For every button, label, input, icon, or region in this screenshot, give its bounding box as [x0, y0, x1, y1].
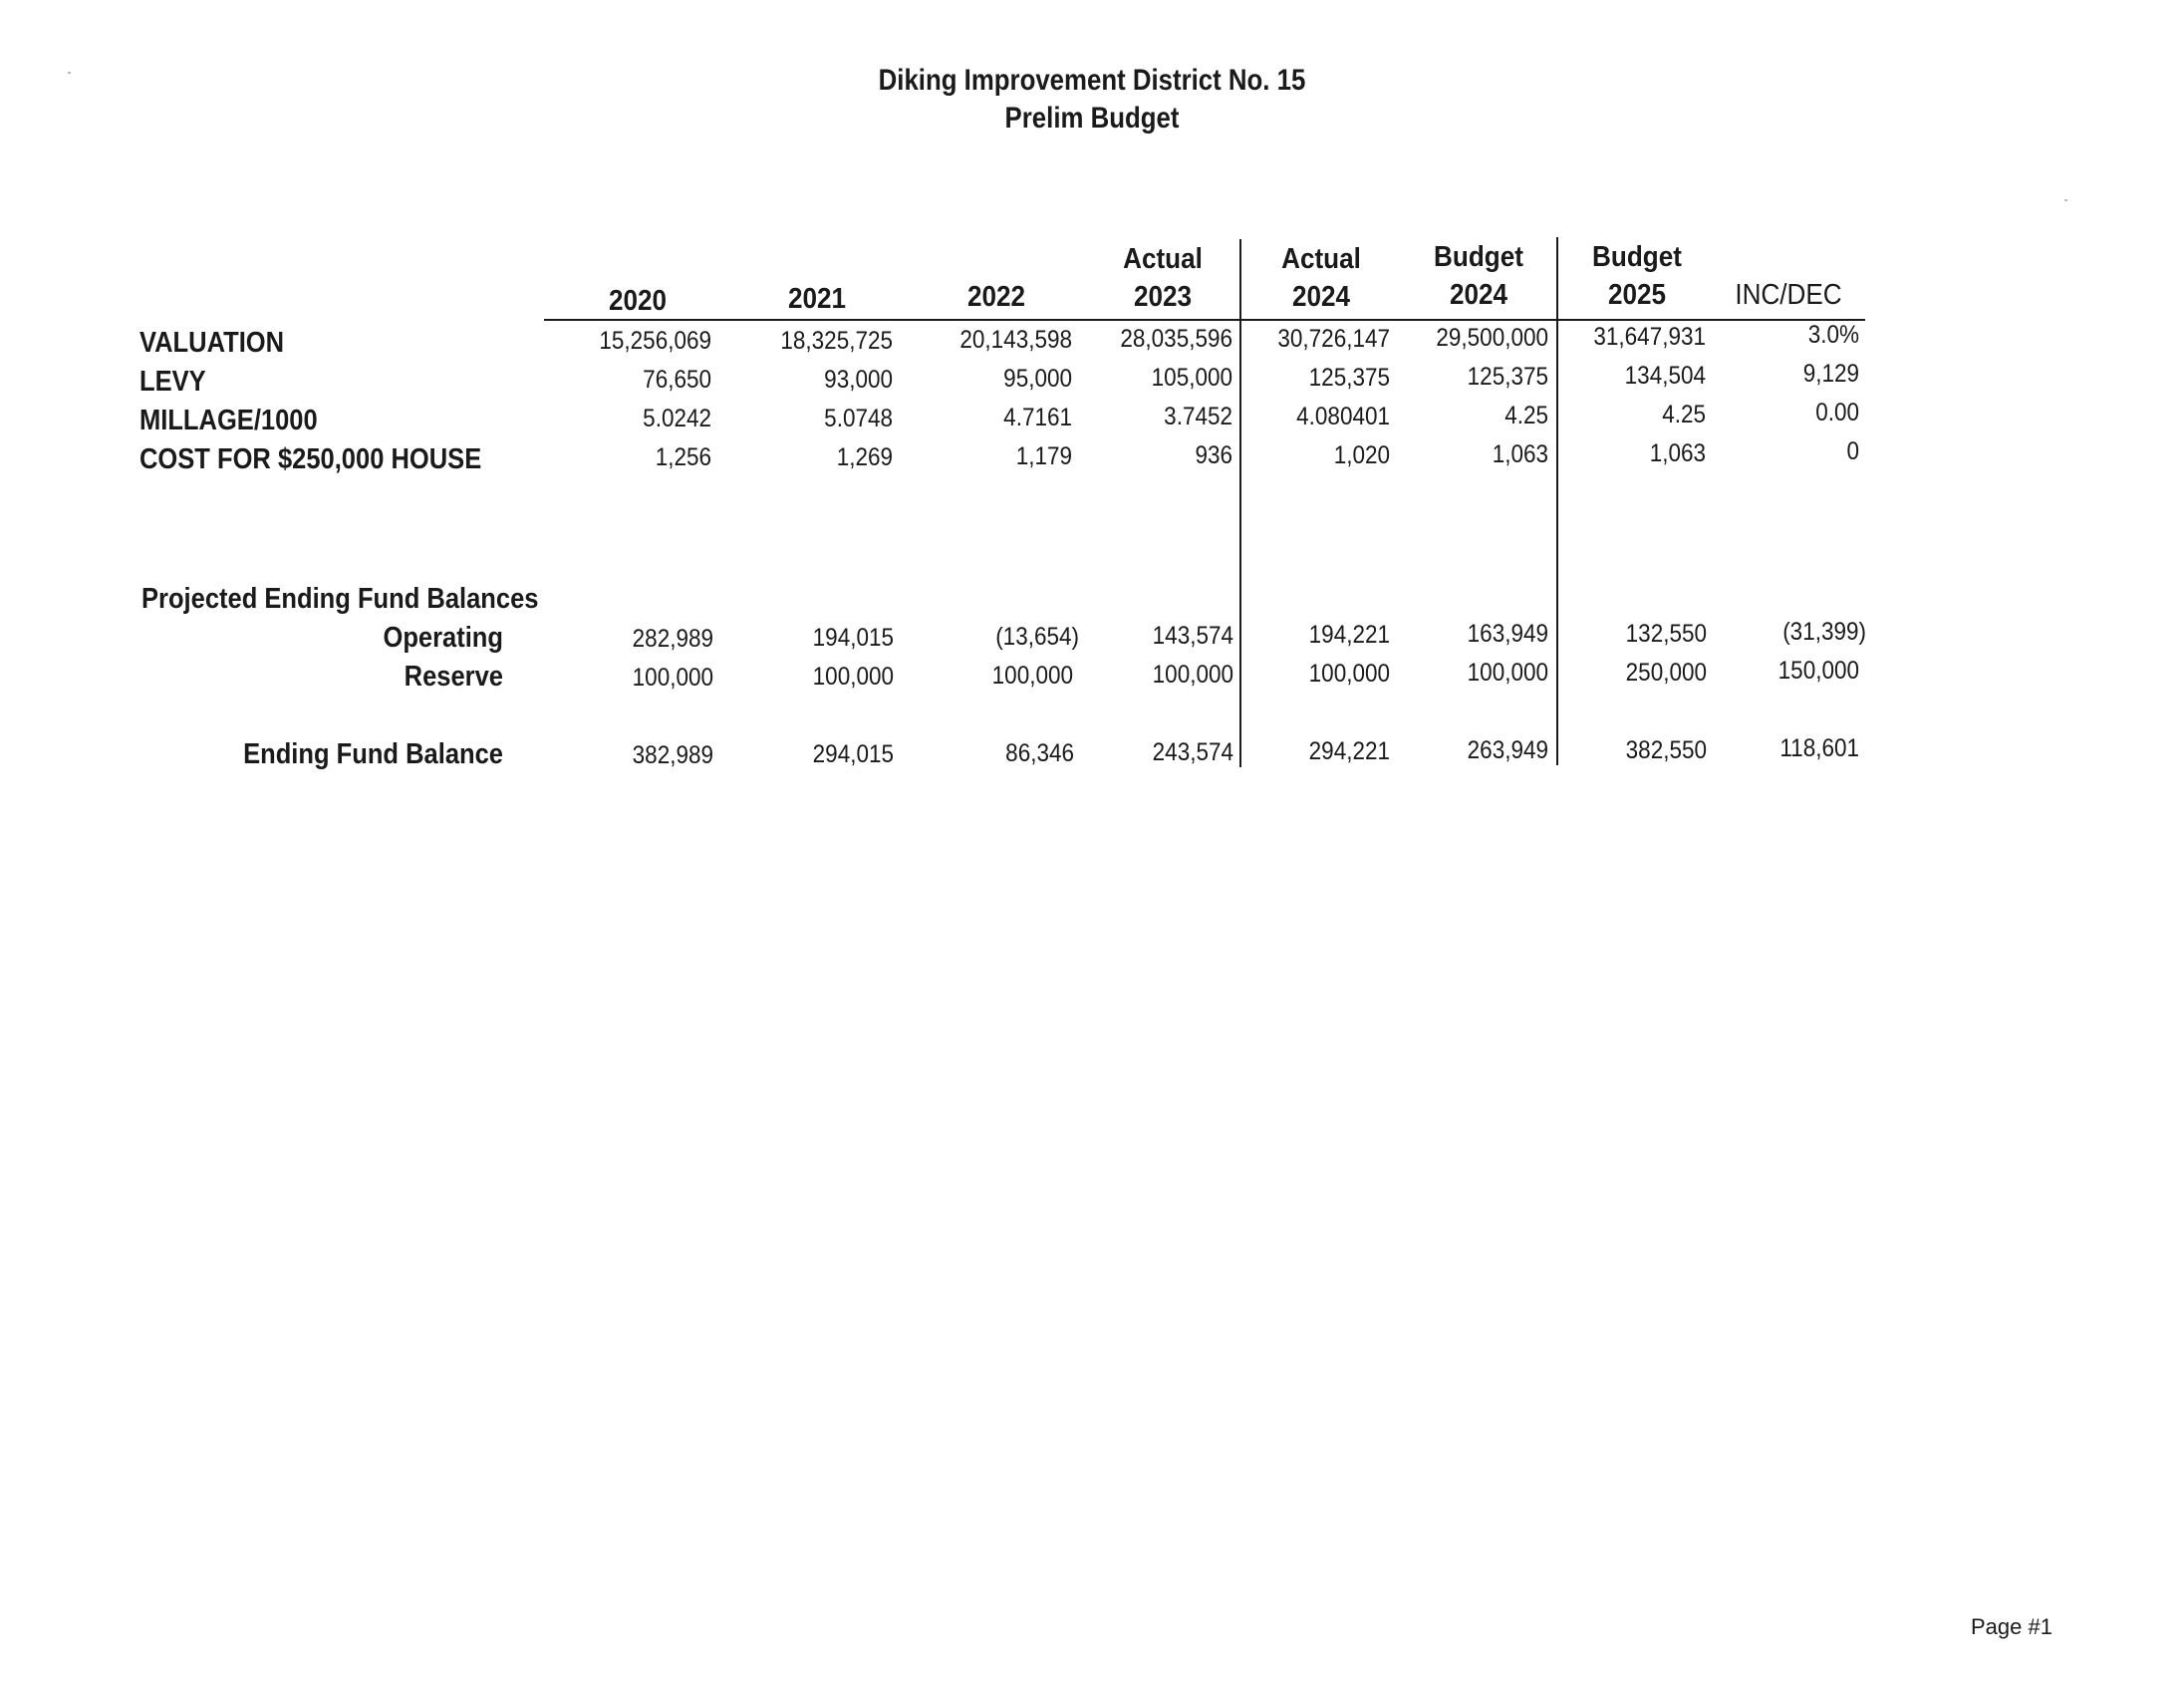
cell: 20,143,598 — [959, 326, 1072, 354]
cell: 31,647,931 — [1593, 323, 1706, 351]
cell: 93,000 — [824, 366, 893, 394]
cell: (13,654) — [995, 623, 1079, 651]
cell: 100,000 — [632, 664, 713, 692]
cell: 1,063 — [1492, 440, 1548, 468]
cell: 263,949 — [1467, 736, 1548, 764]
cell: 28,035,596 — [1120, 325, 1232, 353]
cell: 1,256 — [655, 443, 711, 471]
row-label-operating: Operating — [383, 622, 503, 654]
cell: 95,000 — [1003, 365, 1072, 393]
row-label-millage: MILLAGE/1000 — [139, 405, 318, 436]
row-label-valuation: VALUATION — [139, 327, 285, 359]
col-actual-2024-bottom: 2024 — [1291, 281, 1351, 313]
cell: 1,020 — [1333, 441, 1390, 469]
cell: 15,256,069 — [599, 327, 711, 355]
cell: 29,500,000 — [1436, 324, 1548, 352]
cell: 194,015 — [812, 624, 894, 652]
page-number: Page #1 — [1971, 1614, 2052, 1639]
cell: 1,063 — [1649, 439, 1706, 467]
scan-speck — [2064, 199, 2067, 201]
cell: 250,000 — [1625, 659, 1707, 687]
cell: 125,375 — [1467, 363, 1548, 391]
cell: 1,179 — [1015, 442, 1072, 470]
cell: 194,221 — [1308, 621, 1390, 649]
col-actual-2023-bottom: 2023 — [1133, 281, 1193, 313]
col-2021-header: 2021 — [787, 283, 847, 315]
cell: 936 — [1195, 441, 1232, 469]
cell: 0 — [1846, 437, 1859, 465]
cell: 3.7452 — [1164, 403, 1232, 430]
col-2022-header: 2022 — [966, 281, 1026, 313]
document-subtitle: Prelim Budget — [1004, 102, 1180, 135]
cell: 76,650 — [643, 366, 711, 394]
cell: 4.25 — [1504, 402, 1548, 429]
cell: 100,000 — [1467, 659, 1548, 687]
cell: 100,000 — [1152, 661, 1233, 689]
cell: 4.25 — [1662, 401, 1706, 428]
cell: 100,000 — [991, 662, 1073, 690]
col-budget-2025-top: Budget — [1592, 241, 1682, 273]
cell: 4.080401 — [1296, 403, 1390, 430]
row-label-reserve: Reserve — [404, 661, 503, 693]
col-incdec-header: INC/DEC — [1735, 279, 1842, 311]
column-divider — [1556, 237, 1558, 765]
cell: 243,574 — [1152, 738, 1233, 766]
cell: 294,015 — [812, 740, 894, 768]
col-budget-2025-bottom: 2025 — [1607, 279, 1667, 311]
cell: 118,601 — [1779, 734, 1859, 762]
cell: 143,574 — [1152, 622, 1233, 650]
fund-section-label: Projected Ending Fund Balances — [141, 583, 539, 615]
cell: 5.0242 — [643, 405, 711, 432]
cell: 125,375 — [1308, 364, 1390, 392]
cell: 282,989 — [632, 625, 713, 653]
document-title: Diking Improvement District No. 15 — [878, 64, 1306, 97]
cell: 5.0748 — [824, 405, 893, 432]
cell: 4.7161 — [1003, 404, 1072, 431]
cell: 132,550 — [1625, 620, 1707, 648]
column-divider — [1239, 239, 1241, 767]
cell: 1,269 — [836, 443, 893, 471]
row-label-ending-balance: Ending Fund Balance — [243, 738, 503, 770]
cell: 105,000 — [1151, 364, 1232, 392]
cell: 3.0% — [1807, 321, 1859, 349]
cell: 9,129 — [1802, 360, 1859, 388]
col-actual-2023-top: Actual — [1123, 243, 1203, 275]
cell: 86,346 — [1005, 739, 1074, 767]
row-label-levy: LEVY — [139, 366, 206, 398]
cell: 0.00 — [1815, 399, 1859, 426]
cell: (31,399) — [1782, 618, 1866, 646]
cell: 163,949 — [1467, 620, 1548, 648]
cell: 382,989 — [632, 741, 713, 769]
row-label-cost-house: COST FOR $250,000 HOUSE — [139, 443, 482, 475]
cell: 294,221 — [1308, 737, 1390, 765]
cell: 382,550 — [1625, 736, 1707, 764]
cell: 100,000 — [812, 663, 894, 691]
col-budget-2024-top: Budget — [1434, 241, 1523, 273]
cell: 30,726,147 — [1277, 325, 1390, 353]
col-actual-2024-top: Actual — [1281, 243, 1361, 275]
col-budget-2024-bottom: 2024 — [1449, 279, 1508, 311]
cell: 18,325,725 — [780, 327, 893, 355]
cell: 150,000 — [1777, 657, 1859, 685]
col-2020-header: 2020 — [608, 285, 668, 317]
cell: 134,504 — [1624, 362, 1706, 390]
scan-speck — [68, 72, 71, 74]
header-rule — [544, 319, 1865, 321]
cell: 100,000 — [1308, 660, 1390, 688]
